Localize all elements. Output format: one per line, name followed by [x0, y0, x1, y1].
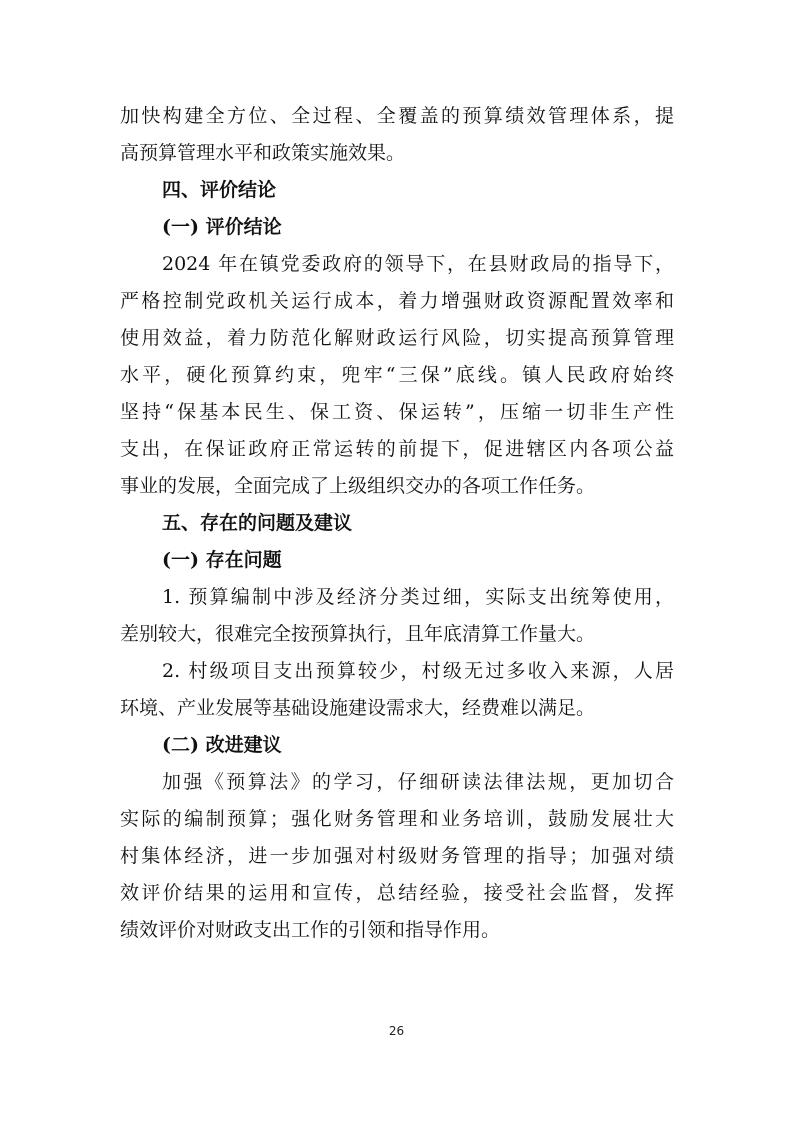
problem-1-line-2: 差别较大，很难完全按预算执行，且年底清算工作量大。 — [120, 623, 596, 645]
problem-2-line-2: 环境、产业发展等基础设施建设需求大，经费难以满足。 — [120, 697, 596, 719]
conclusion-line-6: 支出，在保证政府正常运转的前提下，促进辖区内各项公益 — [120, 438, 674, 460]
intro-line-1: 加快构建全方位、全过程、全覆盖的预算绩效管理体系，提 — [120, 105, 674, 127]
section-4-heading: 四、评价结论 — [162, 179, 277, 201]
page-number: 26 — [388, 1024, 405, 1038]
suggestion-line-4: 效评价结果的运用和宣传，总结经验，接受社会监督，发挥 — [120, 882, 674, 904]
section-5-2-heading: (二) 改进建议 — [162, 734, 282, 756]
conclusion-line-7: 事业的发展，全面完成了上级组织交办的各项工作任务。 — [120, 475, 596, 497]
problem-1-line-1: 1. 预算编制中涉及经济分类过细，实际支出统筹使用， — [162, 586, 674, 608]
section-5-heading: 五、存在的问题及建议 — [162, 512, 353, 534]
conclusion-line-5: 坚持“保基本民生、保工资、保运转”，压缩一切非生产性 — [120, 401, 674, 423]
conclusion-line-2: 严格控制党政机关运行成本，着力增强财政资源配置效率和 — [120, 290, 674, 312]
problem-2-line-1: 2. 村级项目支出预算较少，村级无过多收入来源，人居 — [162, 660, 674, 682]
conclusion-line-4: 水平，硬化预算约束，兜牢“三保”底线。镇人民政府始终 — [120, 364, 674, 386]
document-body — [120, 98, 674, 949]
suggestion-line-3: 村集体经济，进一步加强对村级财务管理的指导；加强对绩 — [120, 845, 674, 867]
conclusion-line-3: 使用效益，着力防范化解财政运行风险，切实提高预算管理 — [120, 327, 674, 349]
conclusion-line-1: 2024 年在镇党委政府的领导下，在县财政局的指导下， — [162, 253, 674, 275]
suggestion-line-2: 实际的编制预算；强化财务管理和业务培训，鼓励发展壮大 — [120, 808, 674, 830]
intro-line-2: 高预算管理水平和政策实施效果。 — [120, 142, 406, 164]
suggestion-line-5: 绩效评价对财政支出工作的引领和指导作用。 — [120, 919, 501, 941]
section-4-1-heading: (一) 评价结论 — [162, 216, 282, 238]
suggestion-line-1: 加强《预算法》的学习，仔细研读法律法规，更加切合 — [162, 771, 674, 793]
section-5-1-heading: (一) 存在问题 — [162, 549, 282, 571]
